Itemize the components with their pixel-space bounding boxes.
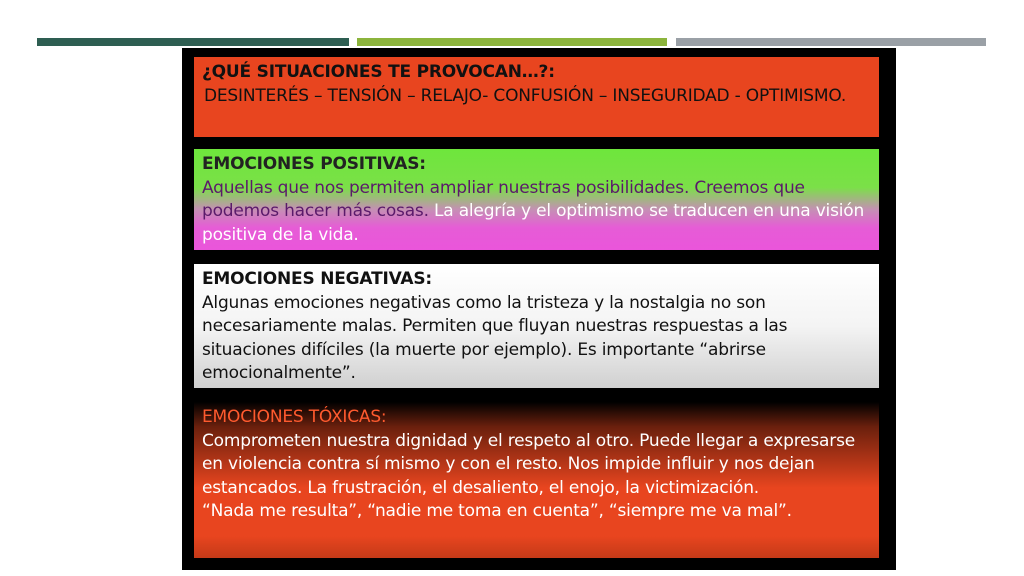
toxicas-title: EMOCIONES TÓXICAS: xyxy=(202,407,387,427)
accent-bar-dark-green xyxy=(37,38,349,46)
positivas-body-part1: Aquellas que nos permiten ampliar nuestras posibilidades. Creemos que podemos hacer más cosas. xyxy=(202,177,805,221)
positivas-box xyxy=(194,149,879,250)
negativas-box xyxy=(194,264,879,388)
toxicas-body: Comprometen nuestra dignidad y el respeto al otro. Puede llegar a expresarse en violencia contra sí mismo y con el resto. Nos impide influir y nos dejan estancados. La frustración, el desaliento, el enojo, la victimización. xyxy=(202,430,855,498)
negativas-title: EMOCIONES NEGATIVAS: xyxy=(202,269,432,289)
slide-image-panel xyxy=(182,48,896,570)
accent-bar-gray xyxy=(676,38,986,46)
situaciones-body: DESINTERÉS – TENSIÓN – RELAJO- CONFUSIÓN – INSEGURIDAD - OPTIMISMO. xyxy=(204,85,847,106)
positivas-title: EMOCIONES POSITIVAS: xyxy=(202,154,426,174)
toxicas-quote: “Nada me resulta”, “nadie me toma en cuenta”, “siempre me va mal”. xyxy=(202,501,792,521)
toxicas-box xyxy=(194,402,879,558)
accent-bar-light-green xyxy=(357,38,667,46)
situaciones-box xyxy=(194,57,879,137)
negativas-body: Algunas emociones negativas como la tristeza y la nostalgia no son necesariamente malas. Permiten que fluyan nuestras respuestas a las situaciones difíciles (la muerte por ejemplo). Es importante “abrirse emocionalmente”. xyxy=(202,292,788,383)
situaciones-title: ¿QUÉ SITUACIONES TE PROVOCAN…?: xyxy=(202,62,555,82)
positivas-body-part2: La alegría y el optimismo se traducen en una visión positiva de la vida. xyxy=(202,201,865,245)
